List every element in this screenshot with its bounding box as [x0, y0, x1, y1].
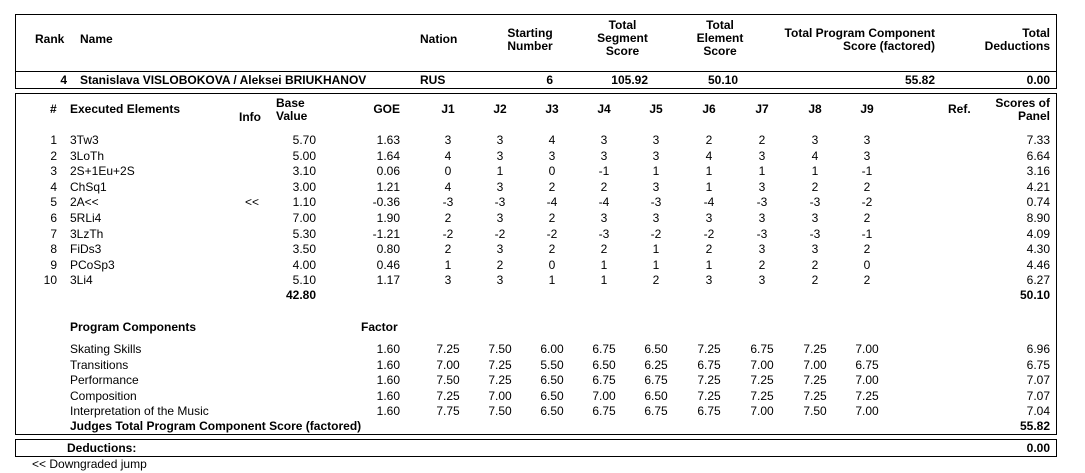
element-judge-score: 3	[600, 133, 608, 147]
skater-tes: 50.10	[707, 73, 738, 87]
component-judge-score: 7.25	[697, 342, 721, 356]
deductions-box	[15, 439, 1057, 457]
component-judge-score: 7.25	[750, 389, 774, 403]
component-judge-score: 6.50	[540, 389, 564, 403]
element-judge-score: 2	[548, 180, 556, 194]
component-judge-score: 6.75	[644, 373, 668, 387]
skater-ded: 0.00	[1026, 73, 1050, 87]
component-judge-score: 6.75	[750, 342, 774, 356]
element-judge-score: 3	[652, 180, 660, 194]
element-judge-score: 1	[705, 164, 713, 178]
element-judge-score: 3	[758, 149, 766, 163]
element-judge-score: 1	[652, 258, 660, 272]
element-judge-score: -2	[442, 227, 454, 241]
element-panel-score: 4.46	[1026, 258, 1050, 272]
element-info: <<	[245, 195, 260, 209]
element-judge-score: 2	[863, 211, 871, 225]
component-judge-score: 6.75	[592, 404, 616, 418]
header-rank: Rank	[35, 32, 65, 46]
element-judge-score: 1	[705, 180, 713, 194]
element-judge-score: 1	[652, 242, 660, 256]
components-total-score: 55.82	[1019, 419, 1050, 433]
component-name: Skating Skills	[70, 342, 142, 356]
col-judge: J2	[493, 102, 507, 116]
element-judge-score: 3	[444, 133, 452, 147]
element-judge-score: 4	[548, 133, 556, 147]
element-judge-score: 4	[811, 149, 819, 163]
header-total-pcs: Total Program Component Score (factored)	[784, 26, 935, 53]
col-judge: J1	[441, 102, 455, 116]
element-code: FiDs3	[70, 242, 102, 256]
element-judge-score: 3	[496, 180, 504, 194]
element-judge-score: 0	[548, 258, 556, 272]
element-judge-score: 2	[444, 242, 452, 256]
element-goe: 0.46	[376, 258, 400, 272]
component-judge-score: 7.25	[750, 373, 774, 387]
component-judge-score: 6.75	[855, 358, 879, 372]
element-judge-score: 4	[444, 149, 452, 163]
header-divider	[15, 71, 1057, 72]
component-judge-score: 7.25	[855, 389, 879, 403]
element-code: 5RLi4	[70, 211, 102, 225]
element-judge-score: -3	[598, 227, 610, 241]
component-factor: 1.60	[376, 389, 400, 403]
component-panel-score: 6.96	[1026, 342, 1050, 356]
col-number: #	[50, 102, 57, 116]
element-judge-score: 2	[600, 180, 608, 194]
element-panel-score: 4.09	[1026, 227, 1050, 241]
component-judge-score: 7.50	[488, 342, 512, 356]
element-judge-score: 3	[758, 242, 766, 256]
header-total-element-score: Total Element Score	[696, 18, 744, 58]
element-judge-score: 3	[758, 180, 766, 194]
component-name: Interpretation of the Music	[70, 404, 209, 418]
col-goe: GOE	[373, 102, 400, 116]
element-goe: -1.21	[372, 227, 400, 241]
element-judge-score: 3	[496, 211, 504, 225]
component-judge-score: 7.25	[697, 373, 721, 387]
element-judge-score: 2	[600, 242, 608, 256]
element-judge-score: 3	[652, 149, 660, 163]
col-panel-1: Scores of	[995, 96, 1050, 110]
header-total-segment-score: Total Segment Score	[597, 18, 648, 58]
component-judge-score: 7.25	[488, 358, 512, 372]
element-judge-score: 3	[652, 133, 660, 147]
element-judge-score: -1	[861, 227, 873, 241]
element-judge-score: -2	[494, 227, 506, 241]
element-judge-score: 3	[600, 149, 608, 163]
component-judge-score: 7.50	[803, 404, 827, 418]
element-judge-score: -2	[650, 227, 662, 241]
element-judge-score: 1	[811, 164, 819, 178]
element-number: 8	[50, 242, 57, 256]
col-judge: J4	[597, 102, 611, 116]
element-code: 3Tw3	[70, 133, 99, 147]
element-goe: 0.80	[376, 242, 400, 256]
element-code: 3LoTh	[70, 149, 105, 163]
component-judge-score: 6.50	[540, 404, 564, 418]
element-goe: 0.06	[376, 164, 400, 178]
element-judge-score: 3	[758, 273, 766, 287]
element-number: 5	[50, 195, 57, 209]
header-total-deductions: Total Deductions	[984, 26, 1050, 53]
element-judge-score: 2	[652, 273, 660, 287]
col-judge: J3	[545, 102, 559, 116]
element-judge-score: 2	[444, 211, 452, 225]
element-judge-score: -2	[546, 227, 558, 241]
component-judge-score: 6.50	[540, 373, 564, 387]
element-panel-score: 3.16	[1026, 164, 1050, 178]
element-judge-score: 1	[758, 164, 766, 178]
col-executed-elements: Executed Elements	[70, 102, 181, 116]
element-goe: 1.64	[376, 149, 400, 163]
element-judge-score: 3	[863, 133, 871, 147]
element-panel-score: 6.27	[1026, 273, 1050, 287]
element-base-value: 1.10	[292, 195, 316, 209]
element-judge-score: 3	[496, 242, 504, 256]
component-panel-score: 7.07	[1026, 389, 1050, 403]
element-number: 3	[50, 164, 57, 178]
component-judge-score: 7.00	[750, 358, 774, 372]
element-panel-score: 7.33	[1026, 133, 1050, 147]
element-judge-score: -4	[598, 195, 610, 209]
element-judge-score: 2	[863, 242, 871, 256]
element-judge-score: 2	[758, 258, 766, 272]
col-base-value-1: Base	[276, 96, 305, 110]
element-judge-score: -3	[809, 227, 821, 241]
header-name: Name	[80, 32, 113, 46]
element-judge-score: 2	[811, 258, 819, 272]
component-judge-score: 6.50	[644, 389, 668, 403]
element-judge-score: -2	[861, 195, 873, 209]
element-base-value: 4.00	[292, 258, 316, 272]
component-judge-score: 6.75	[592, 342, 616, 356]
element-panel-score: 4.30	[1026, 242, 1050, 256]
element-judge-score: 0	[548, 164, 556, 178]
element-base-value: 7.00	[292, 211, 316, 225]
element-judge-score: 2	[863, 180, 871, 194]
skater-nation: RUS	[420, 73, 446, 87]
component-judge-score: 7.00	[855, 342, 879, 356]
element-judge-score: -3	[442, 195, 454, 209]
component-name: Transitions	[70, 358, 129, 372]
element-judge-score: 2	[548, 242, 556, 256]
skater-starting-number: 6	[546, 73, 553, 87]
component-judge-score: 7.00	[803, 358, 827, 372]
deductions-label: Deductions:	[67, 441, 137, 455]
element-judge-score: -4	[703, 195, 715, 209]
component-judge-score: 7.00	[855, 404, 879, 418]
element-judge-score: -4	[546, 195, 558, 209]
component-judge-score: 7.50	[488, 404, 512, 418]
component-panel-score: 7.07	[1026, 373, 1050, 387]
col-judge: J7	[755, 102, 769, 116]
element-judge-score: 3	[444, 273, 452, 287]
element-judge-score: 1	[548, 273, 556, 287]
skater-pcs: 55.82	[904, 73, 935, 87]
element-base-value: 5.70	[292, 133, 316, 147]
element-judge-score: 3	[705, 211, 713, 225]
element-judge-score: 0	[863, 258, 871, 272]
element-panel-score: 6.64	[1026, 149, 1050, 163]
element-number: 2	[50, 149, 57, 163]
element-judge-score: -2	[703, 227, 715, 241]
component-judge-score: 6.75	[592, 373, 616, 387]
element-code: 3LzTh	[70, 227, 104, 241]
element-judge-score: 3	[652, 211, 660, 225]
component-judge-score: 6.75	[697, 404, 721, 418]
element-judge-score: 2	[811, 273, 819, 287]
element-judge-score: 3	[863, 149, 871, 163]
col-judge: J6	[702, 102, 716, 116]
skater-name: Stanislava VISLOBOKOVA / Aleksei BRIUKHANOV	[80, 73, 367, 87]
element-judge-score: -1	[861, 164, 873, 178]
component-judge-score: 6.75	[697, 358, 721, 372]
element-judge-score: 2	[496, 258, 504, 272]
element-judge-score: 2	[548, 211, 556, 225]
element-code: ChSq1	[70, 180, 107, 194]
element-number: 6	[50, 211, 57, 225]
component-judge-score: 6.75	[644, 404, 668, 418]
elements-base-total: 42.80	[285, 288, 316, 302]
element-judge-score: 3	[811, 242, 819, 256]
component-judge-score: 7.25	[436, 389, 460, 403]
component-judge-score: 5.50	[540, 358, 564, 372]
element-panel-score: 4.21	[1026, 180, 1050, 194]
element-judge-score: 4	[705, 149, 713, 163]
element-judge-score: -3	[650, 195, 662, 209]
component-judge-score: 7.25	[436, 342, 460, 356]
skater-rank: 4	[60, 73, 67, 87]
col-judge: J9	[860, 102, 874, 116]
element-goe: 1.63	[376, 133, 400, 147]
col-judge: J5	[649, 102, 663, 116]
element-judge-score: 1	[444, 258, 452, 272]
element-number: 4	[50, 180, 57, 194]
element-judge-score: -3	[809, 195, 821, 209]
component-judge-score: 6.50	[644, 342, 668, 356]
element-base-value: 5.10	[292, 273, 316, 287]
element-base-value: 3.00	[292, 180, 316, 194]
element-judge-score: 2	[758, 133, 766, 147]
element-judge-score: 3	[705, 273, 713, 287]
element-judge-score: 3	[496, 133, 504, 147]
element-judge-score: -1	[598, 164, 610, 178]
component-judge-score: 7.75	[436, 404, 460, 418]
element-judge-score: 4	[444, 180, 452, 194]
component-name: Performance	[70, 373, 139, 387]
header-nation: Nation	[420, 32, 458, 46]
element-panel-score: 8.90	[1026, 211, 1050, 225]
component-judge-score: 7.00	[592, 389, 616, 403]
element-code: 2A<<	[70, 195, 99, 209]
element-number: 7	[50, 227, 57, 241]
element-judge-score: 1	[496, 164, 504, 178]
element-judge-score: 1	[652, 164, 660, 178]
component-judge-score: 6.00	[540, 342, 564, 356]
element-judge-score: -3	[756, 195, 768, 209]
component-judge-score: 7.00	[855, 373, 879, 387]
elements-score-total: 50.10	[1019, 288, 1050, 302]
element-judge-score: 0	[444, 164, 452, 178]
component-panel-score: 7.04	[1026, 404, 1050, 418]
component-judge-score: 7.00	[436, 358, 460, 372]
element-code: PCoSp3	[70, 258, 115, 272]
component-judge-score: 7.25	[803, 373, 827, 387]
element-goe: -0.36	[372, 195, 400, 209]
col-judge: J8	[808, 102, 822, 116]
element-code: 3Li4	[70, 273, 93, 287]
component-judge-score: 7.25	[697, 389, 721, 403]
col-info: Info	[239, 110, 261, 124]
element-panel-score: 0.74	[1026, 195, 1050, 209]
element-judge-score: -3	[756, 227, 768, 241]
component-judge-score: 6.25	[644, 358, 668, 372]
element-judge-score: 3	[758, 211, 766, 225]
element-number: 9	[50, 258, 57, 272]
element-judge-score: 3	[811, 133, 819, 147]
element-number: 1	[50, 133, 57, 147]
footnote: << Downgraded jump	[32, 457, 147, 471]
element-number: 10	[43, 273, 57, 287]
component-factor: 1.60	[376, 404, 400, 418]
element-judge-score: 2	[863, 273, 871, 287]
element-judge-score: 1	[600, 258, 608, 272]
element-judge-score: 2	[705, 242, 713, 256]
element-judge-score: 2	[811, 180, 819, 194]
element-judge-score: 3	[496, 149, 504, 163]
component-judge-score: 7.25	[803, 389, 827, 403]
component-judge-score: 7.00	[488, 389, 512, 403]
element-goe: 1.17	[376, 273, 400, 287]
col-panel-2: Panel	[1017, 109, 1050, 123]
components-factor-header: Factor	[361, 320, 398, 334]
component-panel-score: 6.75	[1026, 358, 1050, 372]
col-base-value-2: Value	[276, 109, 308, 123]
element-goe: 1.90	[376, 211, 400, 225]
component-name: Composition	[70, 389, 137, 403]
element-base-value: 5.00	[292, 149, 316, 163]
components-title: Program Components	[70, 320, 197, 334]
element-base-value: 3.10	[292, 164, 316, 178]
element-judge-score: 1	[705, 258, 713, 272]
component-judge-score: 6.50	[592, 358, 616, 372]
skater-tss: 105.92	[611, 73, 648, 87]
component-factor: 1.60	[376, 342, 400, 356]
element-judge-score: 3	[496, 273, 504, 287]
element-base-value: 3.50	[292, 242, 316, 256]
component-judge-score: 7.25	[488, 373, 512, 387]
components-total-label: Judges Total Program Component Score (factored)	[70, 419, 362, 433]
component-factor: 1.60	[376, 373, 400, 387]
element-goe: 1.21	[376, 180, 400, 194]
element-code: 2S+1Eu+2S	[70, 164, 135, 178]
component-judge-score: 7.25	[803, 342, 827, 356]
element-judge-score: 3	[548, 149, 556, 163]
deductions-value: 0.00	[1026, 441, 1050, 455]
element-base-value: 5.30	[292, 227, 316, 241]
component-judge-score: 7.00	[750, 404, 774, 418]
element-judge-score: 1	[600, 273, 608, 287]
element-judge-score: 3	[600, 211, 608, 225]
header-starting-number: Starting Number	[507, 26, 553, 53]
element-judge-score: -3	[494, 195, 506, 209]
col-ref: Ref.	[948, 102, 971, 116]
component-judge-score: 7.50	[436, 373, 460, 387]
element-judge-score: 3	[811, 211, 819, 225]
element-judge-score: 2	[705, 133, 713, 147]
component-factor: 1.60	[376, 358, 400, 372]
